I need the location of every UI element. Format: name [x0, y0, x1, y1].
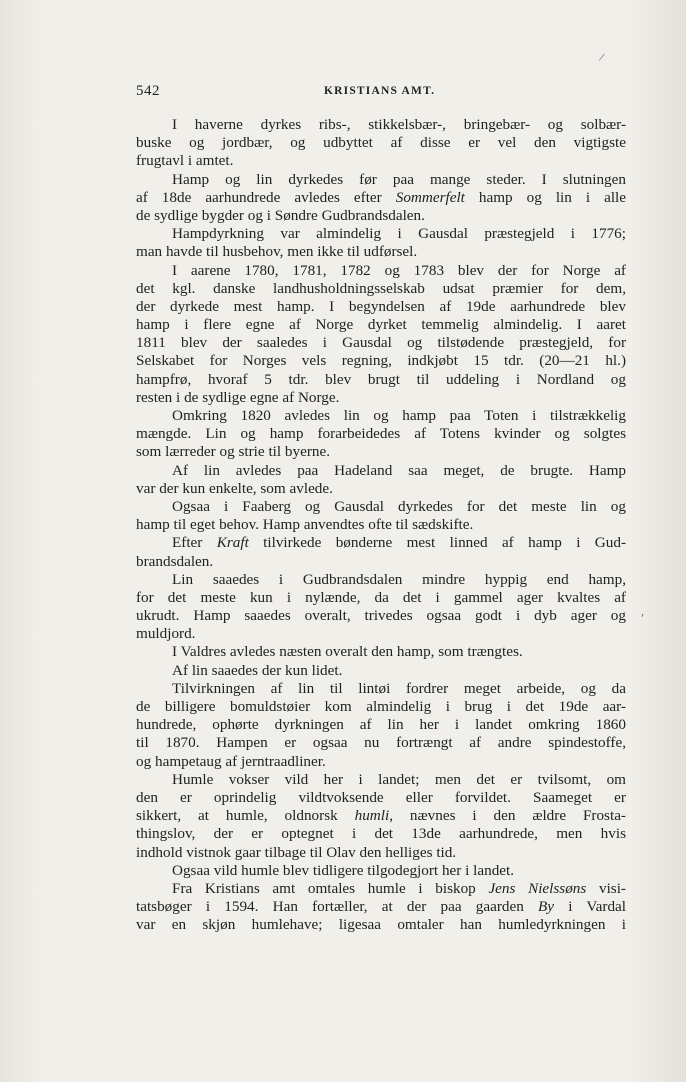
text-line: den er oprindelig vildtvoksende eller forvildet. Saameget er	[136, 788, 626, 806]
text-line: som lærreder og strie til byerne.	[136, 443, 331, 461]
text-line: I Valdres avledes næsten overalt den hamp, som trængtes.	[172, 643, 523, 661]
text-line: hampfrø, hvoraf 5 tdr. blev brugt til uddeling i Nordland og	[136, 370, 626, 388]
text-line: var en skjøn humlehave; ligesaa omtaler han humledyrkningen i	[136, 916, 626, 934]
text-line: til 1870. Hampen er ogsaa nu fortrængt af andre spindestoffe,	[136, 734, 626, 752]
text-line: det kgl. danske landhusholdningsselskab udsat præmier for dem,	[136, 279, 626, 297]
text-line: buske og jordbær, og udbyttet af disse er vel den vigtigste	[136, 134, 626, 152]
text-line: Humle vokser vild her i landet; men det er tvilsomt, om	[172, 770, 626, 788]
text-line: Af lin avledes paa Hadeland saa meget, de brugte. Hamp	[172, 461, 626, 479]
text-line: der dyrkede mest hamp. I begyndelsen af 19de aarhundrede blev	[136, 297, 626, 315]
text-line: af 18de aarhundrede avledes efter Sommerfelt hamp og lin i alle	[136, 188, 626, 206]
pencil-mark: /	[597, 49, 606, 65]
text-line: mængde. Lin og hamp forarbeidedes af Totens kvinder og solgtes	[136, 425, 626, 443]
text-line: hamp til eget behov. Hamp anvendtes ofte til sædskifte.	[136, 516, 474, 534]
running-title: KRISTIANS AMT.	[324, 85, 436, 97]
text-line: man havde til husbehov, men ikke til udførsel.	[136, 243, 418, 261]
text-line: Ogsaa vild humle blev tidligere tilgodegjort her i landet.	[172, 861, 515, 879]
text-line: Ogsaa i Faaberg og Gausdal dyrkedes for det meste lin og	[172, 497, 626, 515]
stray-mark: ,	[641, 604, 644, 618]
text-line: Af lin saaedes der kun lidet.	[172, 661, 343, 679]
text-line: frugtavl i amtet.	[136, 152, 234, 170]
text-line: I aarene 1780, 1781, 1782 og 1783 blev der for Norge af	[172, 261, 626, 279]
text-line: 1811 blev der saaledes i Gausdal og tilstødende præstegjeld, for	[136, 334, 626, 352]
text-line: ukrudt. Hamp saaedes overalt, trivedes ogsaa godt i dyb ager og	[136, 607, 626, 625]
page-header	[136, 83, 626, 103]
text-line: muldjord.	[136, 625, 196, 643]
text-line: thingslov, der er optegnet i det 13de aarhundrede, men hvis	[136, 825, 626, 843]
text-line: og hampetaug af jerntraadliner.	[136, 752, 326, 770]
text-line: Selskabet for Norges vels regning, indkjøbt 15 tdr. (20—21 hl.)	[136, 352, 626, 370]
text-line: indhold vistnok gaar tilbage til Olav den helliges tid.	[136, 843, 457, 861]
text-line: I haverne dyrkes ribs-, stikkelsbær-, bringebær- og solbær-	[172, 116, 626, 133]
text-line: Tilvirkningen af lin til lintøi fordrer meget arbeide, og da	[172, 679, 626, 697]
body-text	[136, 116, 626, 934]
text-line: hundrede, ophørte dyrkningen af lin her i landet omkring 1860	[136, 716, 626, 734]
page-number: 542	[136, 83, 160, 99]
text-line: Omkring 1820 avledes lin og hamp paa Toten i tilstrækkelig	[172, 407, 626, 424]
text-line: de sydlige bygder og i Søndre Gudbrandsdalen.	[136, 206, 425, 224]
text-line: Efter Kraft tilvirkede bønderne mest linned af hamp i Gud-	[172, 534, 626, 552]
text-line: resten i de sydlige egne af Norge.	[136, 388, 340, 406]
text-line: var der kun enkelte, som avlede.	[136, 479, 333, 497]
text-line: Hampdyrkning var almindelig i Gausdal præstegjeld i 1776;	[172, 225, 626, 243]
text-line: tatsbøger i 1594. Han fortæller, at der paa gaarden By i Vardal	[136, 898, 626, 916]
text-line: hamp i flere egne af Norge dyrket temmelig almindelig. I aaret	[136, 316, 626, 334]
text-line: de billigere bomuldstøier kom almindelig i brug i det 19de aar-	[136, 698, 626, 715]
text-line: Fra Kristians amt omtales humle i biskop Jens Nielssøns visi-	[172, 879, 626, 897]
text-line: Hamp og lin dyrkedes før paa mange steder. I slutningen	[172, 170, 626, 188]
text-line: for det meste kun i nylænde, da det i gammel ager kvaltes af	[136, 588, 626, 606]
text-line: brandsdalen.	[136, 552, 214, 570]
text-line: sikkert, at humle, oldnorsk humli, nævnes i den ældre Frosta-	[136, 807, 626, 825]
text-line: Lin saaedes i Gudbrandsdalen mindre hyppig end hamp,	[172, 570, 626, 588]
